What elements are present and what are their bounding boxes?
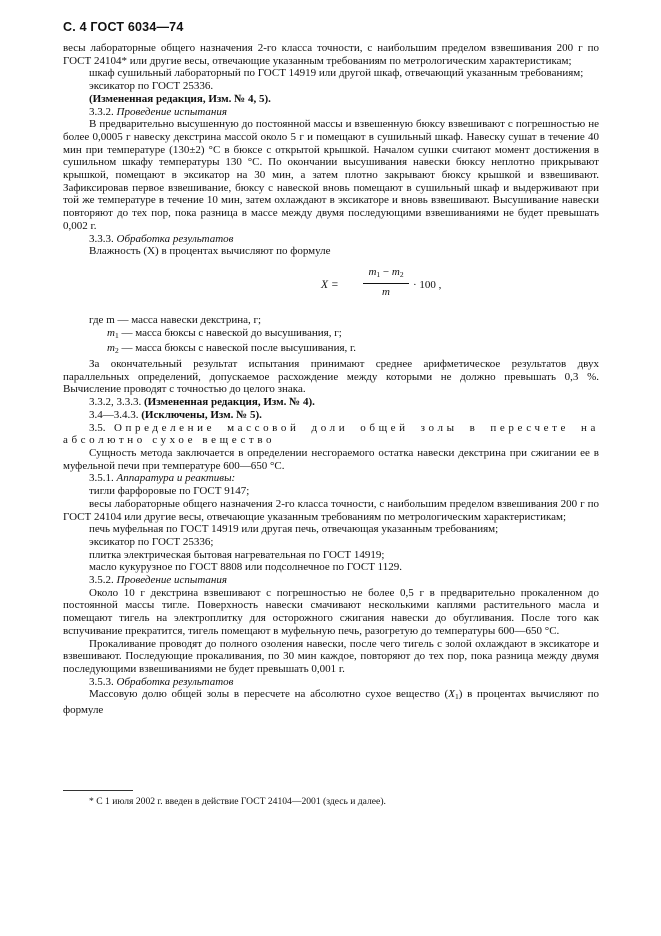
formula-lhs: X = bbox=[321, 278, 339, 291]
section-number: 3.5.1. bbox=[89, 472, 114, 485]
fraction-bar bbox=[363, 283, 409, 284]
footnote-divider bbox=[63, 790, 133, 791]
amendment-note: 3.3.2, 3.3.3. (Измененная редакция, Изм. № 4). bbox=[89, 396, 315, 409]
section-text-3-5-3: Массовую долю общей золы в пересчете на абсолютно сухое вещество $(X_1)$ в процентах вычисляют по формуле bbox=[63, 688, 599, 717]
intro-paragraph: эксикатор по ГОСТ 25336. bbox=[89, 80, 214, 93]
section-heading-3-5-3 bbox=[63, 676, 599, 689]
section-number: 3.5. bbox=[89, 421, 106, 434]
formula-denominator: m bbox=[382, 285, 390, 298]
section-title: Определение массовой доли общей золы в пересчете на абсолютно сухое вещество bbox=[63, 421, 600, 447]
section-heading-3-5-2 bbox=[63, 574, 599, 587]
section-text-3-5: Сущность метода заключается в определении несгораемого остатка навески декстрина при сжигании ее в муфельной печи при температуре 600—650 °С. bbox=[63, 446, 599, 472]
section-text-3-3-2: В предварительно высушенную до постоянной массы и взвешенную бюксу взвешивают с погрешностью не более 0,0005 г навеску декстрина массой около 5 г и помещают в сушильный шкаф. Навеску сушат в течение 40 мин при температуре (130±2) °С в бюксе с открытой крышкой. Началом сушки считают момент достижения в сушильном шкафу температуры 130 °С. По окончании высушивания навески бюксу неплотно прикрывают крышкой, помещают в эксикатор на 30 мин, а затем плотно закрывают бюксу крышкой и взвешивают. Зафиксировав первое взвешивание, бюксу с навеской вновь помещают в сушильный шкаф и выдерживают при той же температуре в течение 10 мин, затем охлаждают в эксикаторе и вновь взвешивают. Высушивание навески повторяют до тех пор, пока разница в массе между двумя последующими взвешиваниями не будет превышать 0,002 г. bbox=[63, 118, 599, 232]
page-header: С. 4 ГОСТ 6034—74 bbox=[63, 20, 184, 34]
where-m1: $m_1$ — масса бюксы с навеской до высушивания, г; bbox=[107, 326, 342, 340]
list-item: тигли фарфоровые по ГОСТ 9147; bbox=[89, 485, 250, 498]
amendment-note: (Измененная редакция, Изм. № 4, 5). bbox=[89, 92, 271, 105]
formula-numerator: $m_1 - m_2$ bbox=[368, 265, 404, 279]
list-item: плитка электрическая бытовая нагревательная по ГОСТ 14919; bbox=[89, 548, 385, 561]
section-title: Проведение испытания bbox=[116, 105, 227, 118]
section-text-3-3-3: Влажность (X) в процентах вычисляют по формуле bbox=[89, 245, 331, 258]
formula-fraction bbox=[363, 266, 409, 299]
section-title: Обработка результатов bbox=[116, 232, 234, 245]
section-title: Проведение испытания bbox=[116, 574, 227, 587]
list-item: весы лабораторные общего назначения 2-го класса точности, с наибольшим пределом взвешивания 200 г по ГОСТ 24104 или другие весы, отвечающие указанным требованиям по метрологическим характеристикам; bbox=[63, 497, 599, 523]
section-heading-3-3-3 bbox=[63, 233, 599, 246]
section-text-3-5-2: Около 10 г декстрина взвешивают с погрешностью не более 0,5 г в предварительно прокаленном до постоянной массы тигле. Поверхность навески смачивают несколькими каплями растительного масла и помещают тигель на электроплитку для осторожного сжигания навески до обугливания. После того как вспучивание прекратится, тигель помещают в муфельную печь, разогретую до температуры 600—650 °С. bbox=[63, 586, 599, 637]
formula-tail: · 100 , bbox=[413, 278, 442, 291]
where-m2: $m_2$ — масса бюксы с навеской после высушивания, г. bbox=[107, 342, 357, 356]
list-item: масло кукурузное по ГОСТ 8808 или подсолнечное по ГОСТ 1129. bbox=[89, 561, 403, 574]
amendment-note: 3.4—3.4.3. (Исключены, Изм. № 5). bbox=[89, 408, 262, 421]
intro-paragraph: весы лабораторные общего назначения 2-го класса точности, с наибольшим пределом взвешивания 200 г по ГОСТ 24104* или другие весы, отвечающие указанным требованиям по метрологическим характеристикам; bbox=[63, 42, 599, 67]
section-number: 3.5.3. bbox=[89, 675, 114, 688]
section-title: Обработка результатов bbox=[116, 675, 234, 688]
section-title: Аппаратура и реактивы: bbox=[116, 472, 236, 485]
section-number: 3.3.2. bbox=[89, 105, 114, 118]
where-m: где m — масса навески декстрина, г; bbox=[89, 313, 262, 326]
final-result-text: За окончательный результат испытания принимают среднее арифметическое результатов двух параллельных определений, допускаемое расхождение между которыми не должно превышать 0,3 %. Вычисление проводят с точностью до целого знака. bbox=[63, 358, 599, 396]
intro-paragraph: шкаф сушильный лабораторный по ГОСТ 14919 или другой шкаф, отвечающий указанным требованиям; bbox=[89, 67, 584, 80]
list-item: эксикатор по ГОСТ 25336; bbox=[89, 535, 214, 548]
section-number: 3.3.3. bbox=[89, 232, 114, 245]
section-heading-3-5-1 bbox=[63, 472, 599, 485]
moisture-formula bbox=[63, 258, 599, 314]
document-body bbox=[63, 42, 599, 717]
section-text-3-5-2: Прокаливание проводят до полного озоления навески, после чего тигель с золой охлаждают в эксикаторе и взвешивают. Последующие прокаливания, по 30 мин каждое, повторяют до тех пор, пока разница между двумя последующими взвешиваниями не будет превышать 0,001 г. bbox=[63, 637, 599, 675]
footnote: * С 1 июля 2002 г. введен в действие ГОСТ 24104—2001 (здесь и далее). bbox=[89, 796, 386, 807]
section-heading-3-5 bbox=[63, 422, 599, 447]
list-item: печь муфельная по ГОСТ 14919 или другая печь, отвечающая указанным требованиям; bbox=[89, 523, 499, 536]
section-heading-3-3-2 bbox=[63, 106, 599, 119]
section-number: 3.5.2. bbox=[89, 574, 114, 587]
